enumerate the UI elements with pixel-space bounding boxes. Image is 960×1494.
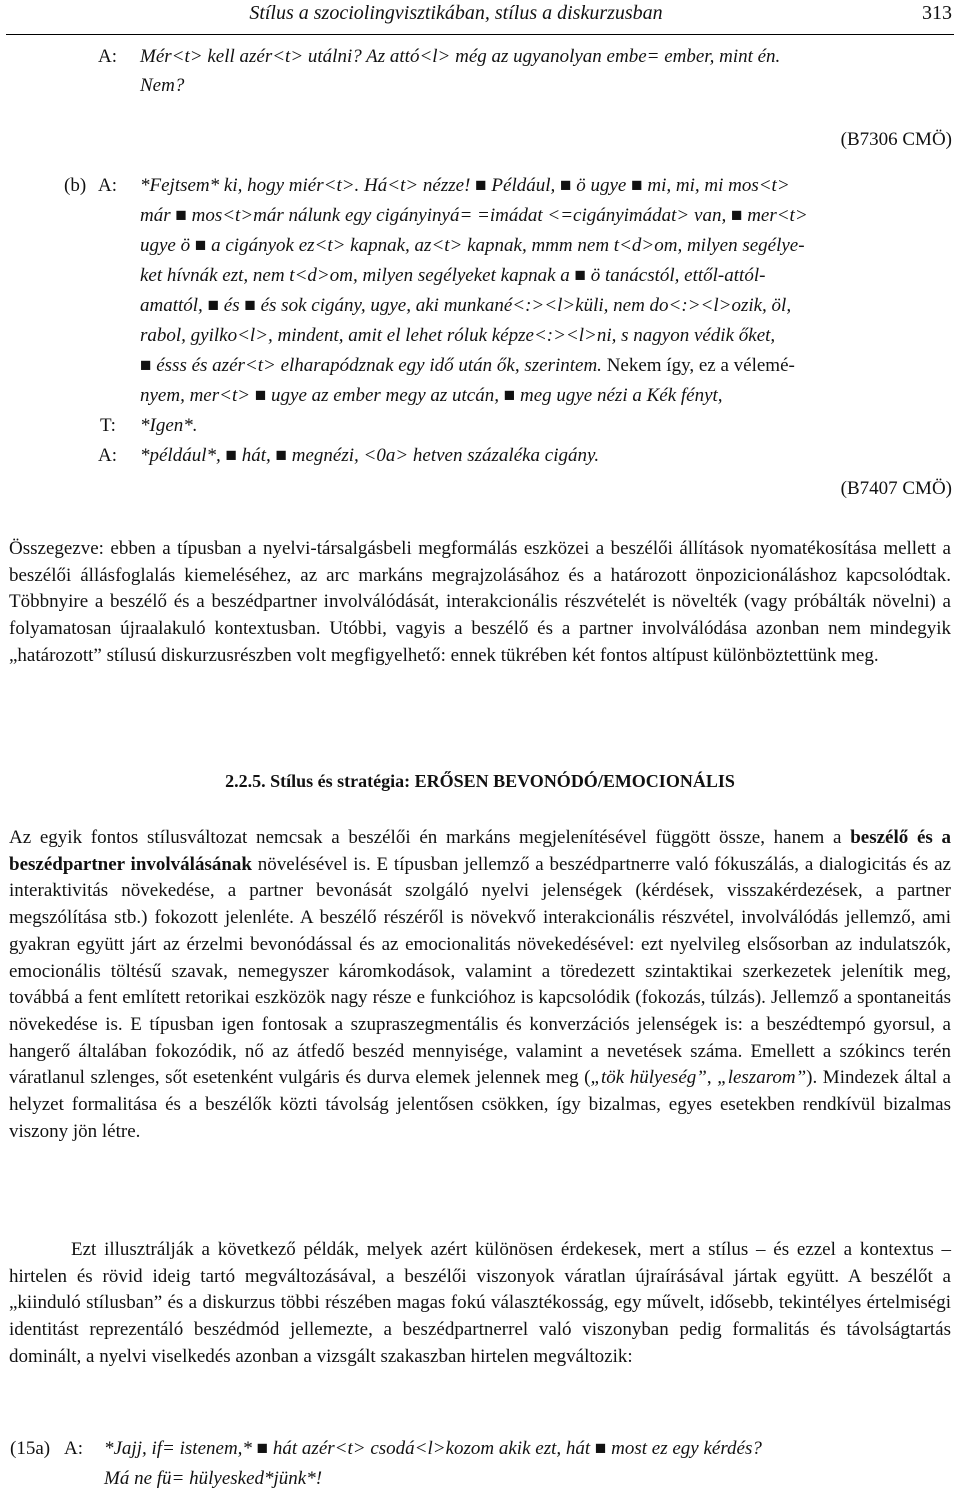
dialogue-line: Mér<t> kell azér<t> utálni? Az attó<l> még az ugyanolyan embe= ember, mint én.: [140, 46, 781, 67]
pause-marker: ■: [244, 295, 256, 316]
speaker-label: T:: [100, 415, 116, 436]
quote-italic: „leszarom”: [717, 1067, 807, 1089]
speaker-label: A:: [98, 445, 117, 466]
pause-marker: ■: [275, 445, 287, 466]
pause-marker: ■: [574, 265, 586, 286]
page-number: 313: [922, 2, 952, 24]
running-title: Stílus a szociolingvisztikában, stílus a diskurzusban: [249, 2, 663, 24]
source-reference: (B7407 CMÖ): [840, 478, 952, 499]
example-marker: (b): [64, 175, 87, 196]
pause-marker: ■: [225, 445, 237, 466]
pause-marker: ■: [475, 175, 487, 196]
dialogue-line: *például*, ■ hát, ■ megnézi, <0a> hetven százaléka cigány.: [140, 445, 600, 466]
dialogue-line: ugye ö ■ a cigányok ez<t> kapnak, az<t> kapnak, mmm nem t<d>om, milyen segélye-: [140, 235, 805, 256]
dialogue-line: Nem?: [140, 75, 185, 96]
pause-marker: ■: [254, 385, 267, 406]
example-line: Má ne fü= hülyesked*jünk*!: [104, 1468, 323, 1489]
dialogue-line: ■ ésss és azér<t> elharapódznak egy idő után ők, szerintem. Nekem így, ez a vélemé-: [140, 355, 795, 376]
illustration-paragraph: Ezt illusztrálják a következő példák, melyek azért különösen érdekesek, mert a stílus – és ezzel a kontextus – hirtelen és rövid ideig tartó megváltozásával, a beszélői viszonyok váratlan újraírásával jártak együtt. A beszélőt a „kiinduló stílusban” és a diskurzus többi részében magas fokú választékosság, egy művelt, idősebb, tekintélyes értelmiségi identitást reprezentáló beszédmód jellemezte, a beszédpartnerrel való viszonyban pedig formalitás és távolságtartás dominált, a nyelvi viselkedés azonban a vizsgált szakaszban hirtelen megváltozik:: [9, 1239, 951, 1367]
section-paragraph: Az egyik fontos stílusváltozat nemcsak a beszélői én markáns megjelenítésével függött össze, hanem a beszélő és a beszédpartner involválásának növelésével is. E típusban jellemző a beszédpartnerre való fókuszálás, a dialogicitás és az interaktivitás növekedése, a partner bevonását szolgáló nyelvi jelenségek (kérdések, visszakérdezések, a partner megszólítása stb.) fokozott jelenléte. A beszélő részéről is növekvő interakcionális részvétel, involválódás jellemző, ami gyakran együtt járt az érzelmi bevonódással és az emocionalitás növekedésével: ezt nyelvileg elsősorban az indulatszók, emocionális töltésű szavak, nemegyszer káromkodások, valamint a töredezett szintaktikai szerkezetek jelenítik meg, továbbá a fent említett retorikai eszközök nagy része e funkcióhoz is kapcsolódik (fokozás, túlzás). Jellemző a spontaneitás növekedése is. E típusban igen fontosak a szupraszegmentális és konverzációs jelenségek is: a beszédtempó gyorsul, a hangerő általában fokozódik, nő az átfedő beszéd mennyisége, valamint a nevetések száma. Emellett a szókincs terén váratlanul szlenges, sőt esetenként vulgáris és durva elemek jelennek meg („tök hülyeség”, „leszarom”). Mindezek által a helyzet formalitása és a beszélők közti távolság jelentősen csökken, így bizalmas, egyes esetekben rendkívül bizalmas viszony jön létre.: [9, 827, 951, 1142]
speaker-label: A:: [98, 175, 117, 196]
dialogue-line: *Igen*.: [140, 415, 198, 436]
page-header: [6, 0, 954, 35]
dialogue-line: nyem, mer<t> ■ ugye az ember megy az utcán, ■ meg ugye nézi a Kék fényt,: [140, 385, 723, 406]
pause-marker: ■: [503, 385, 516, 406]
speaker-label: A:: [98, 46, 117, 67]
section-heading: 2.2.5. Stílus és stratégia: ERŐSEN BEVONÓDÓ/EMOCIONÁLIS: [225, 771, 735, 791]
dialogue-line: ket hívnák ezt, nem t<d>om, milyen segélyeket kapnak a ■ ö tanácstól, ettől-attól-: [140, 265, 766, 286]
dialogue-line: rabol, gyilko<l>, mindent, amit el lehet róluk képze<:><l>ni, s nagyon védik őket,: [140, 325, 776, 346]
emphasis-bold: beszélő és a beszédpartner involválásának: [9, 827, 951, 875]
pause-marker: ■: [140, 355, 152, 376]
pause-marker: ■: [730, 205, 743, 226]
pause-marker: ■: [560, 175, 572, 196]
pause-marker: ■: [207, 295, 220, 316]
dialogue-line: már ■ mos<t>már nálunk egy cigányinyá= =imádat <=cigányimádat> van, ■ mer<t>: [140, 205, 808, 226]
pause-marker: ■: [175, 205, 187, 226]
quote-italic: „tök hülyeség”: [590, 1067, 707, 1089]
dialogue-line: *Fejtsem* ki, hogy miér<t>. Há<t> nézze! ■ Például, ■ ö ugye ■ mi, mi, mi mos<t>: [140, 175, 790, 196]
speaker-label: A:: [64, 1438, 83, 1459]
example-number: (15a): [10, 1438, 51, 1459]
example-line: *Jajj, if= istenem,* ■ hát azér<t> csodá<l>kozom akik ezt, hát ■ most ez egy kérdés?: [104, 1438, 762, 1459]
pause-marker: ■: [194, 235, 207, 256]
pause-marker: ■: [631, 175, 643, 196]
pause-marker: ■: [256, 1438, 269, 1459]
pause-marker: ■: [594, 1438, 607, 1459]
source-reference: (B7306 CMÖ): [840, 129, 952, 150]
summary-paragraph: Összegezve: ebben a típusban a nyelvi-társalgásbeli megformálás eszközei a beszélői állítások nyomatékosítása mellett a beszélői állásfoglalás kiemeléséhez, az arc markáns megrajzolásához és a határozott önpozicionáláshoz kapcsolódtak. Többnyire a beszélő és a beszédpartner involválódását, interakcionális részvételét is növelték (vagy próbálták növelni) a folyamatosan újraalakuló kontextusban. Utóbbi, vagyis a beszélő és a partner involválódása azonban nem mindegyik „határozott” stílusú diskurzusrészben volt megfigyelhető: ennek tükrében két fontos altípust különböztettünk meg.: [9, 538, 951, 666]
dialogue-line: amattól, ■ és ■ és sok cigány, ugye, aki munkané<:><l>küli, nem do<:><l>ozik, öl,: [140, 295, 792, 316]
